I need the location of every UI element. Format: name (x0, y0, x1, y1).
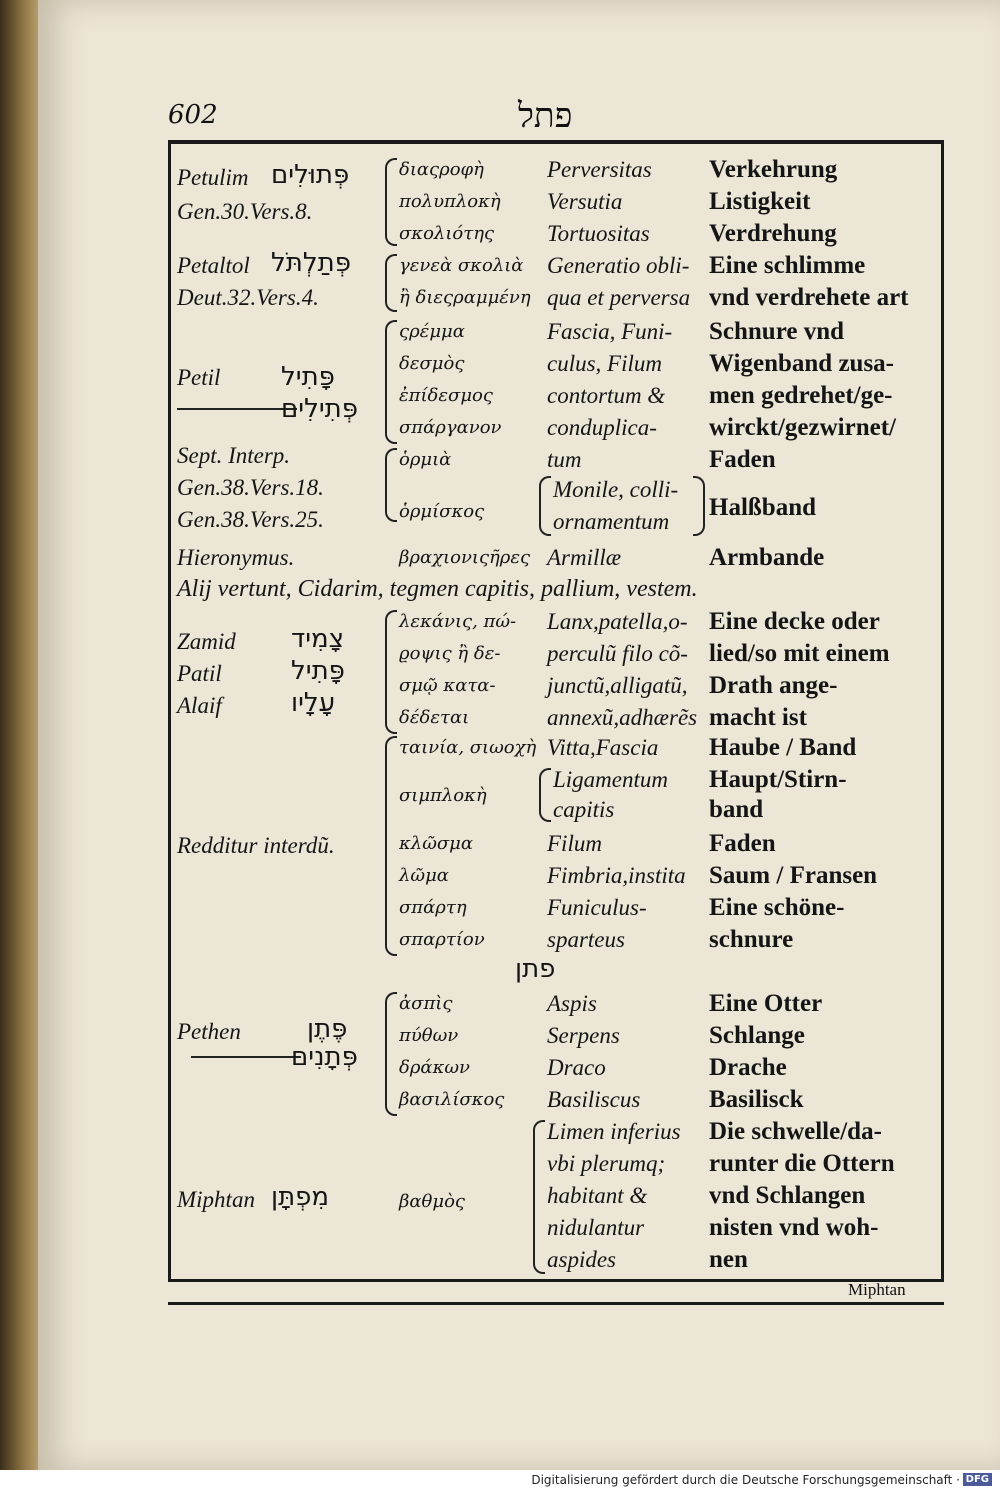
brace (539, 768, 551, 822)
latin-head: Miphtan (177, 1187, 255, 1212)
greek-word: ϱοψις ἢ δε- (399, 643, 501, 664)
german-word: macht ist (709, 704, 807, 731)
latin-word: Fimbria,instita (547, 863, 686, 888)
brace (385, 158, 397, 246)
greek-word: πύθων (399, 1025, 459, 1046)
latin-word: qua et perversa (547, 285, 691, 310)
latin-word: Limen inferius (547, 1119, 681, 1144)
latin-head: Alaif (177, 693, 222, 718)
greek-word: γενεὰ σκολιὰ (399, 255, 524, 276)
german-word: Schlange (709, 1022, 805, 1049)
greek-word: σμῷ κατα- (399, 675, 496, 696)
greek-word: διαςροφὴ (399, 159, 484, 180)
german-word: wirckt/gezwirnet/ (709, 414, 896, 441)
latin-head: Pethen (177, 1019, 241, 1044)
greek-word: δράκων (399, 1057, 470, 1078)
german-word: Faden (709, 446, 776, 473)
hebrew-word: פֶּתֶן (307, 1014, 348, 1044)
german-word: nen (709, 1246, 748, 1273)
latin-word: Armillæ (547, 545, 622, 570)
greek-word: σπάργανον (399, 417, 502, 438)
german-word: schnure (709, 926, 794, 953)
greek-word: δέδεται (399, 707, 470, 728)
german-word: band (709, 796, 764, 823)
hebrew-word: עָלָיו (291, 688, 336, 718)
latin-word: annexũ,adhærẽs (547, 705, 698, 730)
greek-word: βαθμὸς (399, 1191, 466, 1212)
brace (539, 476, 551, 536)
latin-word: aspides (547, 1247, 616, 1272)
german-word: Faden (709, 830, 776, 857)
german-word: Haupt/Stirn- (709, 766, 847, 793)
latin-word: Vitta,Fascia (547, 735, 659, 760)
german-word: Verdrehung (709, 220, 837, 247)
latin-head: Petulim (177, 165, 249, 190)
brace (385, 736, 397, 956)
latin-word: habitant & (547, 1183, 648, 1208)
latin-word: Lanx,patella,o- (547, 609, 688, 634)
latin-word: culus, Filum (547, 351, 662, 376)
latin-word: junctũ,alligatũ, (547, 673, 688, 698)
greek-word: ἢ διεςραμμένη (399, 287, 531, 308)
book-spine (0, 0, 38, 1470)
german-word: Drache (709, 1054, 787, 1081)
hebrew-word: צָמִיד (291, 624, 345, 654)
greek-word: ὁρμιὰ (399, 449, 452, 470)
hebrew-word: מִפְתָּן (271, 1182, 330, 1212)
hebrew-word: פְּתַלְתֹּל (271, 248, 351, 278)
greek-word: ἐπίδεσμος (399, 385, 493, 406)
latin-ref: Gen.38.Vers.18. (177, 475, 324, 500)
catchword: Miphtan (848, 1280, 906, 1299)
greek-word: λεκάνις, πώ- (399, 611, 517, 632)
latin-word: capitis (553, 797, 615, 822)
latin-word: Fascia, Funi- (547, 319, 673, 344)
latin-word: nidulantur (547, 1215, 645, 1240)
german-word: Eine Otter (709, 990, 823, 1017)
note-line: Alij vertunt, Cidarim, tegmen capitis, pallium, vestem. (177, 576, 698, 602)
latin-word: Ligamentum (553, 767, 668, 792)
footer-credit: Digitalisierung gefördert durch die Deutsche Forschungsgemeinschaft · (531, 1473, 960, 1487)
german-word: vnd verdrehete art (709, 284, 909, 311)
greek-word: σκολιότης (399, 223, 495, 244)
hebrew-word: פָּתִיל (291, 656, 345, 686)
latin-head: Sept. Interp. (177, 443, 291, 468)
page-header (168, 96, 938, 136)
greek-word: ςρέμμα (399, 321, 465, 342)
german-word: Die schwelle/da- (709, 1118, 882, 1145)
greek-word: σπάρτη (399, 897, 467, 918)
german-word: Saum / Fransen (709, 862, 878, 889)
greek-word: ὁρμίσκος (399, 501, 485, 522)
german-word: runter die Ottern (709, 1150, 895, 1177)
latin-head: Hieronymus. (177, 545, 295, 570)
greek-word: κλῶσμα (399, 833, 474, 854)
latin-word: Serpens (547, 1023, 620, 1048)
latin-head: Redditur interdũ. (177, 833, 335, 858)
latin-word: perculũ filo cõ- (547, 641, 688, 666)
section-heading: פתן (515, 954, 556, 984)
text-frame (168, 140, 944, 1282)
german-word: nisten vnd woh- (709, 1214, 879, 1241)
german-word: Eine schöne- (709, 894, 845, 921)
hebrew-word: פְּתוּלִים (271, 160, 350, 190)
brace (385, 254, 397, 312)
latin-word: Perversitas (547, 157, 652, 182)
greek-word: βραχιονιςῆρες (399, 547, 531, 568)
greek-word: πολυπλοκὴ (399, 191, 501, 212)
german-word: Eine schlimme (709, 252, 866, 279)
greek-word: ταινία, σιωοχὴ (399, 737, 537, 758)
german-word: Listigkeit (709, 188, 811, 215)
german-word: Eine decke oder (709, 608, 880, 635)
latin-head: Patil (177, 661, 222, 686)
greek-word: σπαρτίον (399, 929, 485, 950)
page-number: 602 (168, 100, 218, 130)
greek-word: δεσμὸς (399, 353, 465, 374)
brace (385, 992, 397, 1116)
hebrew-word: פָּתִיל (281, 362, 335, 392)
footer-bar (0, 1470, 1000, 1492)
latin-word: Monile, colli- (553, 477, 679, 502)
dfg-logo: DFG (963, 1473, 992, 1486)
german-word: Schnure vnd (709, 318, 845, 345)
german-word: Wigenband zusa- (709, 350, 895, 377)
latin-word: vbi plerumq; (547, 1151, 666, 1176)
hebrew-word: פְּתָנִים (291, 1042, 358, 1072)
greek-word: σιμπλοκὴ (399, 785, 487, 806)
brace (385, 448, 397, 522)
latin-word: tum (547, 447, 582, 472)
latin-word: sparteus (547, 927, 625, 952)
latin-word: ornamentum (553, 509, 670, 534)
german-word: lied/so mit einem (709, 640, 890, 667)
running-head: פתל (518, 96, 573, 136)
german-word: men gedrehet/ge- (709, 382, 893, 409)
brace (385, 610, 397, 734)
hebrew-word: פְּתִילִים (281, 394, 358, 424)
latin-head: Petaltol (177, 253, 250, 278)
latin-word: Versutia (547, 189, 623, 214)
latin-ref: Deut.32.Vers.4. (177, 285, 319, 310)
german-word: vnd Schlangen (709, 1182, 866, 1209)
greek-word: λῶμα (399, 865, 449, 886)
german-word: Armbande (709, 544, 825, 571)
brace (693, 476, 705, 536)
greek-word: βασιλίσκος (399, 1089, 505, 1110)
latin-word: Draco (547, 1055, 606, 1080)
german-word: Basilisck (709, 1086, 804, 1113)
latin-word: Filum (547, 831, 602, 856)
latin-word: Funiculus- (547, 895, 647, 920)
latin-ref: Gen.30.Vers.8. (177, 199, 313, 224)
separator-line (177, 408, 297, 410)
brace (533, 1120, 545, 1274)
latin-word: contortum & (547, 383, 666, 408)
latin-word: Generatio obli- (547, 253, 690, 278)
latin-word: conduplica- (547, 415, 657, 440)
german-word: Haube / Band (709, 734, 857, 761)
latin-head: Zamid (177, 629, 236, 654)
latin-ref: Gen.38.Vers.25. (177, 507, 324, 532)
latin-word: Basiliscus (547, 1087, 641, 1112)
german-word: Halßband (709, 494, 817, 521)
german-word: Drath ange- (709, 672, 838, 699)
brace (385, 320, 397, 444)
latin-head: Petil (177, 365, 221, 390)
latin-word: Tortuositas (547, 221, 650, 246)
bottom-rule (168, 1302, 944, 1305)
greek-word: ἀσπὶς (399, 993, 453, 1014)
german-word: Verkehrung (709, 156, 838, 183)
separator-line (191, 1056, 301, 1058)
latin-word: Aspis (547, 991, 597, 1016)
